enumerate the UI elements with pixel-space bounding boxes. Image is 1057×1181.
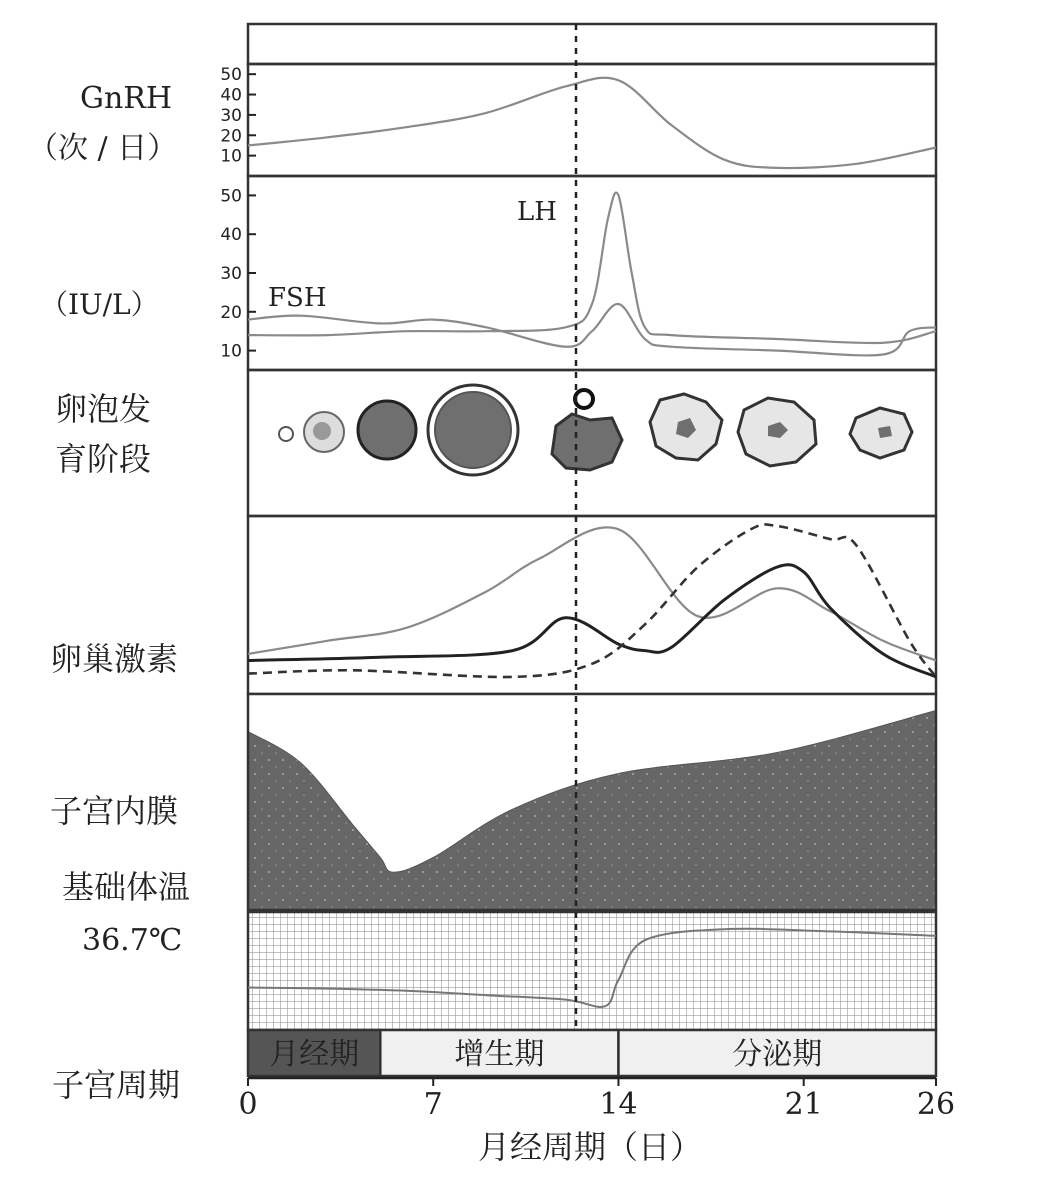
follicle-primordial bbox=[279, 427, 293, 441]
ovulating-follicle bbox=[552, 414, 622, 470]
top-empty-panel bbox=[248, 24, 936, 64]
x-tick-label: 14 bbox=[599, 1087, 638, 1122]
gnrh-unit: （次 / 日） bbox=[28, 131, 178, 166]
bbt-label: 基础体温 bbox=[62, 868, 191, 906]
uterine-cycle-label: 子宫周期 bbox=[52, 1066, 181, 1104]
y-tick-label: 40 bbox=[220, 85, 242, 106]
x-axis-ticks bbox=[238, 1078, 955, 1122]
phase-label: 增生期 bbox=[454, 1037, 545, 1072]
y-tick-label: 30 bbox=[220, 105, 242, 126]
lh-annotation: LH bbox=[517, 197, 557, 227]
gnrh-title: GnRH bbox=[80, 81, 173, 116]
phase-label: 月经期 bbox=[269, 1037, 360, 1072]
gnrh-y-axis bbox=[220, 65, 256, 166]
gnrh-curve bbox=[248, 78, 936, 168]
fsh-curve bbox=[248, 304, 936, 356]
follicle-label-2: 育阶段 bbox=[55, 440, 152, 478]
y-tick-label: 40 bbox=[220, 225, 242, 246]
ovarian-panel bbox=[248, 516, 936, 694]
follicle-primary-core bbox=[313, 422, 331, 440]
ovarian-label: 卵巢激素 bbox=[50, 640, 179, 678]
progesterone-dashed-curve bbox=[248, 524, 936, 677]
ovarian-dark-curve bbox=[248, 565, 936, 677]
bbt-temp: 36.7℃ bbox=[82, 923, 183, 958]
fsh-annotation: FSH bbox=[268, 283, 327, 313]
uterine-phase-bar bbox=[248, 1030, 936, 1076]
x-tick-label: 0 bbox=[238, 1087, 258, 1122]
y-tick-label: 50 bbox=[220, 186, 242, 207]
endometrium-label: 子宫内膜 bbox=[50, 792, 179, 830]
gnrh-panel bbox=[248, 64, 936, 176]
y-tick-label: 50 bbox=[220, 65, 242, 86]
y-tick-label: 10 bbox=[220, 341, 242, 362]
x-tick-label: 26 bbox=[916, 1087, 956, 1122]
y-tick-label: 10 bbox=[220, 146, 242, 167]
ovulation-oocyte bbox=[575, 390, 593, 408]
y-tick-label: 20 bbox=[220, 302, 242, 323]
x-axis-title: 月经周期（日） bbox=[477, 1128, 703, 1166]
estrogen-curve bbox=[248, 527, 936, 660]
y-tick-label: 20 bbox=[220, 126, 242, 147]
x-tick-label: 21 bbox=[784, 1087, 823, 1122]
follicle-label-1: 卵泡发 bbox=[55, 390, 152, 428]
follicle-mature-antrum bbox=[435, 392, 511, 468]
y-tick-label: 30 bbox=[220, 264, 242, 284]
x-tick-label: 7 bbox=[423, 1087, 443, 1122]
corpus-luteum-late-core bbox=[878, 426, 892, 438]
phase-label: 分泌期 bbox=[732, 1037, 823, 1072]
follicle-stages bbox=[279, 385, 912, 475]
follicle-secondary bbox=[358, 401, 416, 459]
gonad-unit: （IU/L） bbox=[40, 288, 159, 321]
bbt-grid bbox=[248, 912, 936, 1030]
